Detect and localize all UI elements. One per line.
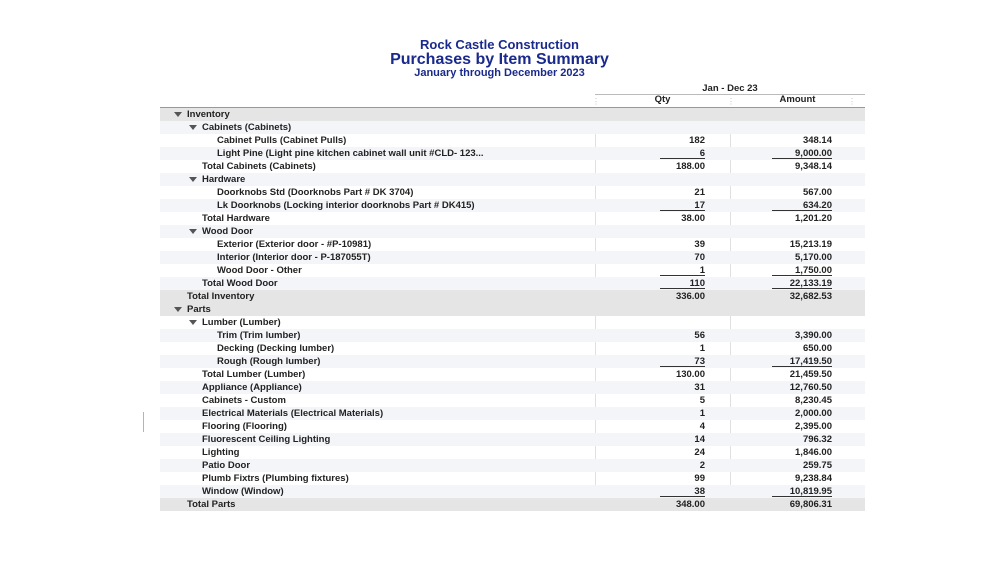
report-title: Purchases by Item Summary [390,51,609,68]
row-label: Exterior (Exterior door - #P-10981) [217,239,372,250]
collapse-triangle-icon[interactable] [189,125,197,130]
amount-value: 15,213.19 [789,239,832,250]
qty-value: 336.00 [675,291,705,302]
amount-value: 3,390.00 [795,330,832,341]
collapse-triangle-icon[interactable] [174,112,182,117]
amount-value: 10,819.95 [772,485,832,497]
item-row[interactable] [160,459,865,472]
qty-value: 5 [699,395,705,406]
row-label: Lumber (Lumber) [202,317,281,328]
qty-value: 39 [694,239,705,250]
row-label: Total Wood Door [202,278,278,289]
row-label: Trim (Trim lumber) [217,330,301,341]
amount-value: 2,395.00 [795,421,832,432]
amount-value: 1,750.00 [772,264,832,276]
report-date-range: January through December 2023 [414,67,585,79]
row-label: Total Inventory [187,291,255,302]
amount-value: 634.20 [772,199,832,211]
subtotal-row[interactable] [160,212,865,225]
qty-value: 21 [694,187,705,198]
qty-value: 14 [694,434,705,445]
row-label: Plumb Fixtrs (Plumbing fixtures) [202,473,349,484]
row-label: Cabinets - Custom [202,395,286,406]
subtotal-row[interactable] [160,277,865,290]
total-row[interactable] [160,290,865,303]
item-row[interactable] [160,433,865,446]
qty-value: 56 [694,330,705,341]
group-header-row[interactable] [160,316,865,329]
row-label: Wood Door - Other [217,265,302,276]
collapse-triangle-icon[interactable] [189,320,197,325]
qty-value: 31 [694,382,705,393]
item-row[interactable] [160,186,865,199]
qty-value: 73 [660,355,705,367]
row-label: Inventory [187,109,230,120]
item-row[interactable] [160,199,865,212]
qty-value: 24 [694,447,705,458]
qty-value: 1 [699,343,705,354]
amount-value: 69,806.31 [789,499,832,510]
period-column-header[interactable]: Jan - Dec 23 [595,84,865,95]
left-edge-marker [143,412,144,432]
collapse-triangle-icon[interactable] [174,307,182,312]
row-label: Window (Window) [202,486,284,497]
amount-value: 9,238.84 [795,473,832,484]
collapse-triangle-icon[interactable] [189,177,197,182]
row-label: Cabinet Pulls (Cabinet Pulls) [217,135,347,146]
row-label: Cabinets (Cabinets) [202,122,292,133]
item-row[interactable] [160,472,865,485]
amount-value: 9,348.14 [795,161,832,172]
group-header-row[interactable] [160,225,865,238]
amount-value: 8,230.45 [795,395,832,406]
row-label: Total Parts [187,499,236,510]
item-row[interactable] [160,251,865,264]
row-label: Electrical Materials (Electrical Materials) [202,408,384,419]
collapse-triangle-icon[interactable] [189,229,197,234]
item-row[interactable] [160,329,865,342]
row-label: Fluorescent Ceiling Lighting [202,434,331,445]
item-row[interactable] [160,264,865,277]
row-label: Rough (Rough lumber) [217,356,321,367]
amount-value: 1,201.20 [795,213,832,224]
group-header-row[interactable] [160,173,865,186]
amount-value: 12,760.50 [789,382,832,393]
amount-value: 259.75 [802,460,832,471]
group-header-row[interactable] [160,108,865,121]
item-row[interactable] [160,355,865,368]
group-header-row[interactable] [160,303,865,316]
column-resize-handle[interactable]: ⋮ [592,97,600,106]
row-label: Total Hardware [202,213,270,224]
column-resize-handle[interactable]: ⋮ [727,97,735,106]
total-row[interactable] [160,498,865,511]
subtotal-row[interactable] [160,160,865,173]
amount-value: 796.32 [802,434,832,445]
amount-value: 9,000.00 [772,147,832,159]
qty-value: 17 [660,199,705,211]
row-label: Appliance (Appliance) [202,382,302,393]
column-header [160,84,865,108]
amount-value: 567.00 [802,187,832,198]
qty-value: 130.00 [675,369,705,380]
qty-value: 4 [699,421,705,432]
qty-value: 70 [694,252,705,263]
qty-value: 38 [660,485,705,497]
qty-value: 110 [660,277,705,289]
amount-value: 1,846.00 [795,447,832,458]
amount-value: 32,682.53 [789,291,832,302]
subtotal-row[interactable] [160,368,865,381]
qty-column-header[interactable]: Qty [654,94,671,105]
column-resize-handle[interactable]: ⋮ [848,97,856,106]
qty-value: 38.00 [681,213,705,224]
row-label: Flooring (Flooring) [202,421,287,432]
item-row[interactable] [160,147,865,160]
qty-value: 188.00 [675,161,705,172]
amount-value: 348.14 [802,135,832,146]
amount-column-header[interactable]: Amount [779,94,816,105]
item-row[interactable] [160,420,865,433]
row-label: Hardware [202,174,246,185]
row-label: Parts [187,304,211,315]
row-label: Lighting [202,447,240,458]
amount-value: 17,419.50 [772,355,832,367]
row-label: Wood Door [202,226,254,237]
row-label: Interior (Interior door - P-187055T) [217,252,371,263]
item-row[interactable] [160,134,865,147]
qty-value: 348.00 [675,499,705,510]
row-label: Lk Doorknobs (Locking interior doorknobs Part # DK415) [217,200,475,211]
row-label: Doorknobs Std (Doorknobs Part # DK 3704) [217,187,414,198]
item-row[interactable] [160,407,865,420]
qty-value: 99 [694,473,705,484]
item-row[interactable] [160,394,865,407]
item-row[interactable] [160,342,865,355]
amount-value: 22,133.19 [772,277,832,289]
qty-value: 1 [660,264,705,276]
amount-value: 650.00 [802,343,832,354]
amount-value: 21,459.50 [789,369,832,380]
row-label: Light Pine (Light pine kitchen cabinet wall unit #CLD- 123... [217,148,484,159]
qty-value: 1 [699,408,705,419]
row-label: Patio Door [202,460,251,471]
report-rows [160,108,865,511]
row-label: Total Lumber (Lumber) [202,369,306,380]
item-row[interactable] [160,238,865,251]
report-table [160,84,865,511]
item-row[interactable] [160,381,865,394]
company-name: Rock Castle Construction [420,37,579,52]
amount-value: 2,000.00 [795,408,832,419]
qty-value: 2 [699,460,705,471]
row-label: Decking (Decking lumber) [217,343,335,354]
qty-value: 6 [660,147,705,159]
group-header-row[interactable] [160,121,865,134]
amount-value: 5,170.00 [795,252,832,263]
qty-value: 182 [689,135,705,146]
item-row[interactable] [160,446,865,459]
item-row[interactable] [160,485,865,498]
row-label: Total Cabinets (Cabinets) [202,161,316,172]
